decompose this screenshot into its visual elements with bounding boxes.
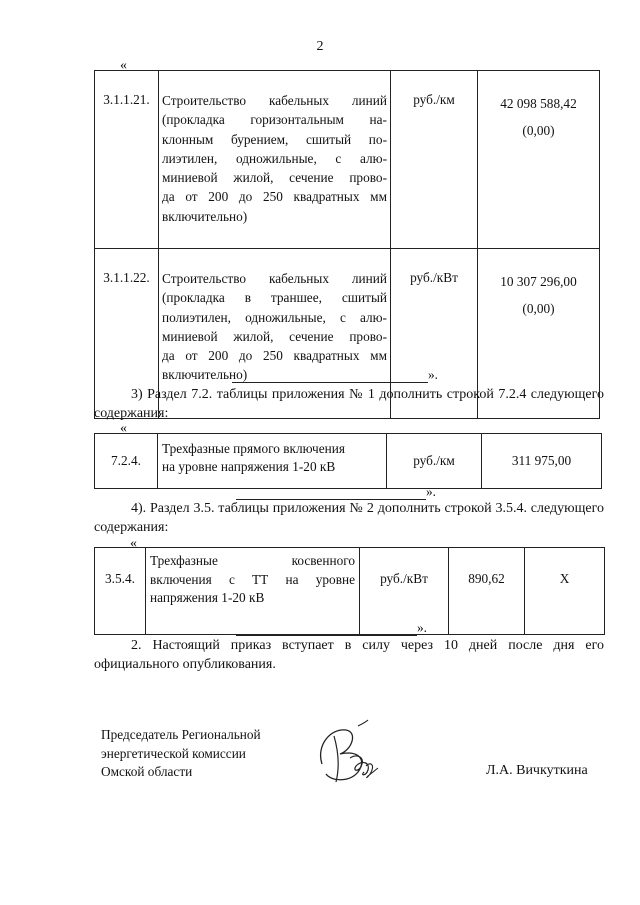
- desc-line: Трехфазные косвенного: [150, 553, 355, 568]
- row-value-main: 42 098 588,42: [500, 96, 577, 111]
- desc-line: включительно): [162, 208, 248, 224]
- blank-rule: [236, 623, 417, 636]
- row-code: 3.1.1.22.: [95, 249, 159, 419]
- desc-line: миниевой жилой, сечение прово-: [162, 328, 387, 344]
- paragraph-3: 3) Раздел 7.2. таблицы приложения № 1 дополнить строкой 7.2.4 следующего содержания:: [94, 387, 604, 421]
- row-value-main: 10 307 296,00: [500, 274, 577, 289]
- row-description: [159, 71, 391, 249]
- blank-rule: [236, 487, 426, 500]
- quote-close-mark: ».: [426, 484, 436, 499]
- row-unit: руб./кВт: [360, 548, 449, 635]
- desc-line: включительно): [162, 367, 248, 383]
- quote-open-1: «: [120, 58, 127, 73]
- table-row: [95, 71, 600, 249]
- row-code: 7.2.4.: [95, 434, 158, 489]
- row-unit: руб./кВт: [391, 249, 478, 419]
- row-value-sub: (0,00): [522, 122, 555, 138]
- desc-line: полиэтилен, одножильные, с алю-: [162, 309, 387, 325]
- desc-line: миниевой жилой, сечение прово-: [162, 170, 387, 186]
- signatory-title: [101, 726, 261, 782]
- signatory-title-line: энергетической комиссии: [101, 745, 246, 761]
- desc-line: (прокладка в траншее, сшитый: [162, 290, 387, 306]
- desc-line: (прокладка горизонтальным на-: [162, 112, 387, 128]
- signatory-name: Л.А. Вичкуткина: [486, 763, 588, 778]
- desc-line: клонным бурением, сшитый по-: [162, 131, 387, 147]
- paragraph-4: 4). Раздел 3.5. таблицы приложения № 2 дополнить строкой 3.5.4. следующего содержания:: [94, 501, 604, 535]
- desc-line: напряжения 1-20 кВ: [150, 590, 265, 606]
- desc-line: Строительство кабельных линий: [162, 93, 387, 108]
- page-number: 2: [316, 39, 324, 54]
- desc-line: на уровне напряжения 1-20 кВ: [162, 458, 336, 474]
- row-code: 3.1.1.21.: [95, 71, 159, 249]
- handwritten-signature: [312, 716, 392, 796]
- signatory-title-line: Омской области: [101, 764, 193, 780]
- quote-close-mark: ».: [428, 367, 438, 382]
- quote-close-1: [232, 366, 438, 383]
- paragraph-2: 2. Настоящий приказ вступает в силу через 10 дней после дня его официального опубликования.: [94, 638, 604, 672]
- quote-close-3: [236, 619, 427, 636]
- quote-close-mark: ».: [417, 620, 427, 635]
- desc-line: Трехфазные прямого включения: [162, 441, 345, 456]
- row-value: 311 975,00: [482, 434, 602, 489]
- table-row: [95, 434, 602, 489]
- tariff-table-2: [94, 433, 602, 489]
- row-value-sub: (0,00): [522, 300, 555, 316]
- row-value: [478, 71, 600, 249]
- row-value: 890,62: [449, 548, 525, 635]
- blank-rule: [232, 370, 428, 383]
- desc-line: Строительство кабельных линий: [162, 271, 387, 286]
- quote-open-3: «: [130, 536, 137, 551]
- quote-open-2: «: [120, 421, 127, 436]
- row-description: [158, 434, 387, 489]
- row-mark: X: [525, 548, 605, 635]
- row-code: 3.5.4.: [95, 548, 146, 635]
- quote-close-2: [236, 483, 436, 500]
- desc-line: включения с ТТ на уровне: [150, 571, 355, 587]
- desc-line: да от 200 до 250 квадратных мм: [162, 348, 387, 364]
- desc-line: лиэтилен, одножильные, с алю-: [162, 150, 387, 166]
- desc-line: да от 200 до 250 квадратных мм: [162, 189, 387, 205]
- signatory-title-line: Председатель Региональной: [101, 727, 261, 742]
- row-unit: руб./км: [391, 71, 478, 249]
- row-unit: руб./км: [387, 434, 482, 489]
